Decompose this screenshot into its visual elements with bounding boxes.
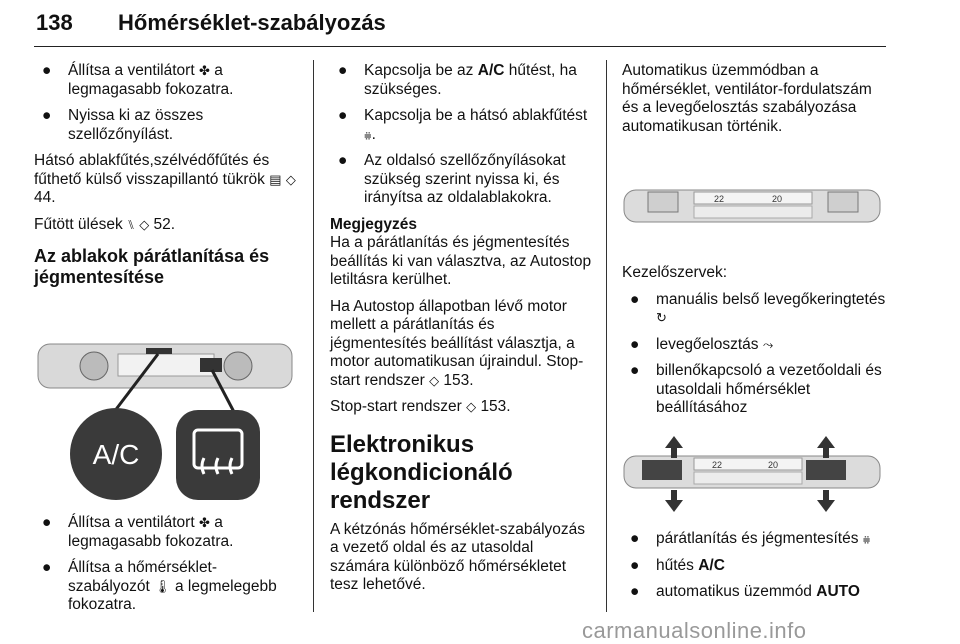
page-number: 138 bbox=[36, 10, 73, 35]
windshield-defrost-icon: ⩷ bbox=[862, 531, 871, 546]
arrow-down-icon bbox=[665, 490, 683, 512]
arrow-down-icon bbox=[817, 490, 835, 512]
paragraph: Stop-start rendszer ◇ 153. bbox=[330, 398, 511, 415]
list-item: ● levegőelosztás ⤳ bbox=[630, 335, 774, 353]
list-item: ● hűtés A/C bbox=[630, 556, 725, 574]
rear-window-heater-icon: ⩷ bbox=[364, 126, 372, 142]
page-title: Hőmérséklet-szabályozás bbox=[118, 10, 386, 35]
left-rocker bbox=[648, 192, 678, 212]
left-rocker bbox=[642, 460, 682, 480]
paragraph: Automatikus üzemmódban a hőmérséklet, ventilátor-fordulatszám és a levegőelosztás szabályozása automatikusan történik. bbox=[622, 62, 872, 135]
list-item: ● billenőkapcsoló a vezetőoldali és utasoldali hőmérséklet beállításához bbox=[630, 362, 882, 416]
temperature-icon: 🌡︎ bbox=[154, 578, 171, 594]
air-distribution-icon: ⤳ bbox=[762, 336, 774, 352]
list-item: ● Állítsa a ventilátort ✤ a legmagasabb fokozatra. bbox=[42, 514, 234, 550]
display bbox=[694, 458, 802, 470]
page-reference-icon: ◇ bbox=[139, 216, 150, 232]
controls-label: Kezelőszervek: bbox=[622, 264, 728, 281]
list-item: ● Állítsa a ventilátort ✤ a legmagasabb fokozatra. bbox=[42, 62, 234, 98]
left-knob bbox=[80, 352, 108, 380]
list-item: ● Kapcsolja be a hátsó ablakfűtést ⩷. bbox=[338, 107, 588, 143]
page-reference-link[interactable]: 153. bbox=[443, 371, 474, 389]
fan-icon: ✤ bbox=[198, 63, 210, 78]
paragraph: Fűtött ülések ⑊ ◇ 52. bbox=[34, 215, 176, 233]
list-item: ● Kapcsolja be az A/C hűtést, ha szükséges. bbox=[338, 62, 577, 98]
right-rocker bbox=[806, 460, 846, 480]
note: Megjegyzés Ha a párátlanítás és jégmentesítés beállítás ki van választva, az Autostop letiltásra kerülhet. bbox=[330, 215, 592, 288]
page-reference-link[interactable]: 153. bbox=[480, 398, 511, 415]
recirculation-icon: ↻ bbox=[656, 310, 667, 325]
page-reference-icon: ◇ bbox=[429, 372, 440, 388]
display-left-temp: 22 bbox=[712, 460, 723, 470]
column-2 bbox=[330, 62, 592, 603]
button-row bbox=[118, 354, 214, 376]
ac-button bbox=[146, 348, 172, 354]
page-reference-link[interactable]: 44. bbox=[34, 189, 56, 206]
list-item: ● automatikus üzemmód AUTO bbox=[630, 583, 860, 600]
column-divider-2 bbox=[606, 60, 607, 612]
display-left-temp: 22 bbox=[714, 194, 725, 204]
button-row bbox=[694, 472, 802, 484]
note-paragraph: Ha Autostop állapotban lévő motor mellett a párátlanítás és jégmentesítés beállítást választja, a motor automatikusan újraindul. Stop-start rendszer ◇ 153. bbox=[330, 297, 584, 389]
heated-seat-icon: ⑊ bbox=[127, 216, 135, 232]
note-title: Megjegyzés bbox=[330, 215, 418, 233]
section-heading: Elektronikus légkondicionáló rendszer bbox=[330, 430, 513, 514]
page-reference-link[interactable]: 52. bbox=[153, 215, 176, 233]
page-reference-icon: ◇ bbox=[466, 399, 477, 414]
defrost-callout bbox=[176, 410, 260, 500]
right-rocker bbox=[828, 192, 858, 212]
column-divider-1 bbox=[313, 60, 314, 612]
column-1 bbox=[34, 62, 296, 613]
display-right-temp: 20 bbox=[772, 194, 783, 204]
list-item: ● Az oldalsó szellőzőnyílásokat szükség szerint nyissa ki, és irányítsa az oldalablakokra. bbox=[338, 152, 566, 206]
paragraph: A kétzónás hőmérséklet-szabályozás a vezető oldal és az utasoldal számára különböző hőmérsékletet tesz lehetővé. bbox=[330, 520, 586, 593]
climate-panel-figure bbox=[34, 324, 296, 514]
column-3 bbox=[622, 62, 888, 600]
display bbox=[694, 192, 812, 204]
arrow-up-icon bbox=[665, 436, 683, 458]
list-item: ● Állítsa a hőmérséklet-szabályozót 🌡︎ a legmelegebb fokozatra. bbox=[42, 559, 277, 613]
right-knob bbox=[224, 352, 252, 380]
arrow-up-icon bbox=[817, 436, 835, 458]
list-item: ● Nyissa ki az összes szellőzőnyílást. bbox=[42, 107, 204, 143]
display-right-temp: 20 bbox=[768, 460, 779, 470]
page-reference-icon: ◇ bbox=[285, 171, 296, 187]
rear-window-heater-icon: ▤ bbox=[269, 171, 282, 187]
climate-panel-rocker-figure bbox=[622, 434, 884, 514]
section-heading: Az ablakok párátlanítása és jégmentesítése bbox=[34, 246, 270, 287]
fan-icon: ✤ bbox=[198, 515, 210, 530]
watermark: carmanualsonline.info bbox=[582, 618, 807, 643]
list-item: ● manuális belső levegőkeringtetés ↻ bbox=[622, 291, 888, 328]
list-item: ● párátlanítás és jégmentesítés ⩷ bbox=[630, 530, 871, 547]
paragraph: Hátsó ablakfűtés,szélvédőfűtés és fűthető külső visszapillantó tükrök ▤ ◇ 44. bbox=[34, 152, 296, 206]
button-row bbox=[694, 206, 812, 218]
rear-defrost-button bbox=[200, 358, 222, 372]
page-header bbox=[34, 2, 886, 47]
climate-panel-figure bbox=[622, 182, 884, 232]
ac-callout-label: A/C bbox=[92, 439, 140, 470]
